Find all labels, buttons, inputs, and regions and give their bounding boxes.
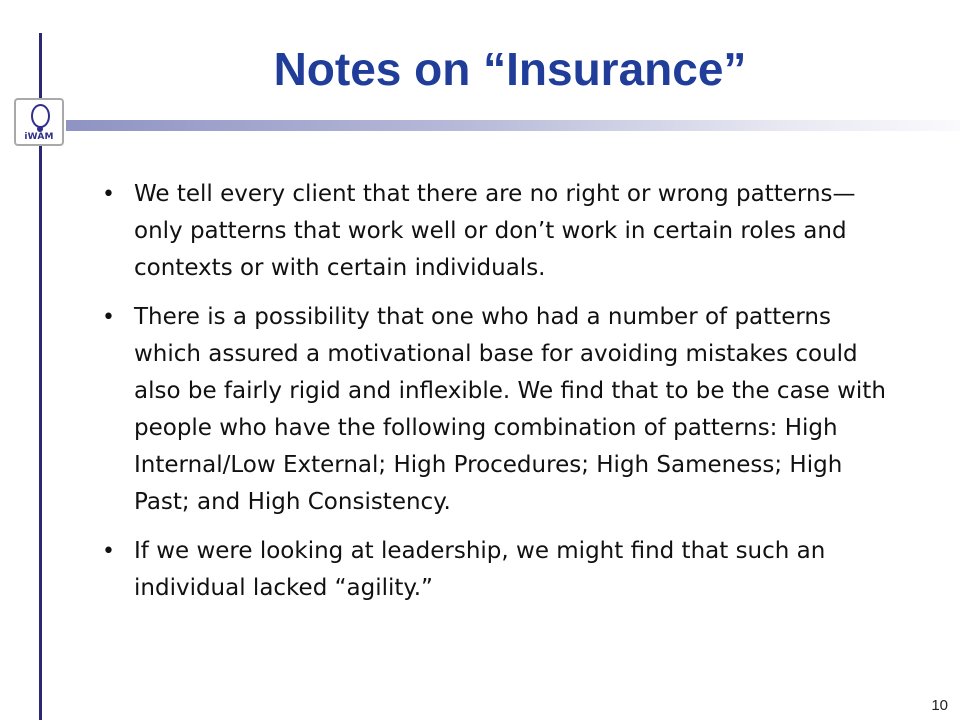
bullet-icon: • [102, 182, 115, 207]
logo-text: iWAM [24, 132, 54, 142]
bullet-text: We tell every client that there are no right or wrong patterns—only patterns that work well or don’t work in certain roles and contexts or with certain individuals. [134, 181, 856, 281]
page-number: 10 [931, 697, 948, 714]
bullet-icon: • [102, 539, 115, 564]
bullet-item [102, 176, 902, 287]
logo-ring [31, 104, 50, 128]
bullet-text: If we were looking at leadership, we might find that such an individual lacked “agility.” [134, 538, 826, 601]
bullet-list [102, 176, 902, 619]
slide-title: Notes on “Insurance” [273, 43, 747, 95]
bullet-text: There is a possibility that one who had a number of patterns which assured a motivational base for avoiding mistakes could also be fairly rigid and inflexible. We find that to be the case with people who have the following combination of patterns: High Internal/Low External; High Procedures; High Sameness; High Past; and High Consistency. [134, 304, 886, 515]
iwam-logo-icon [14, 98, 64, 146]
bullet-item [102, 299, 902, 521]
header-gradient-bar [66, 120, 960, 131]
bullet-icon: • [102, 305, 115, 330]
bullet-item [102, 533, 902, 607]
